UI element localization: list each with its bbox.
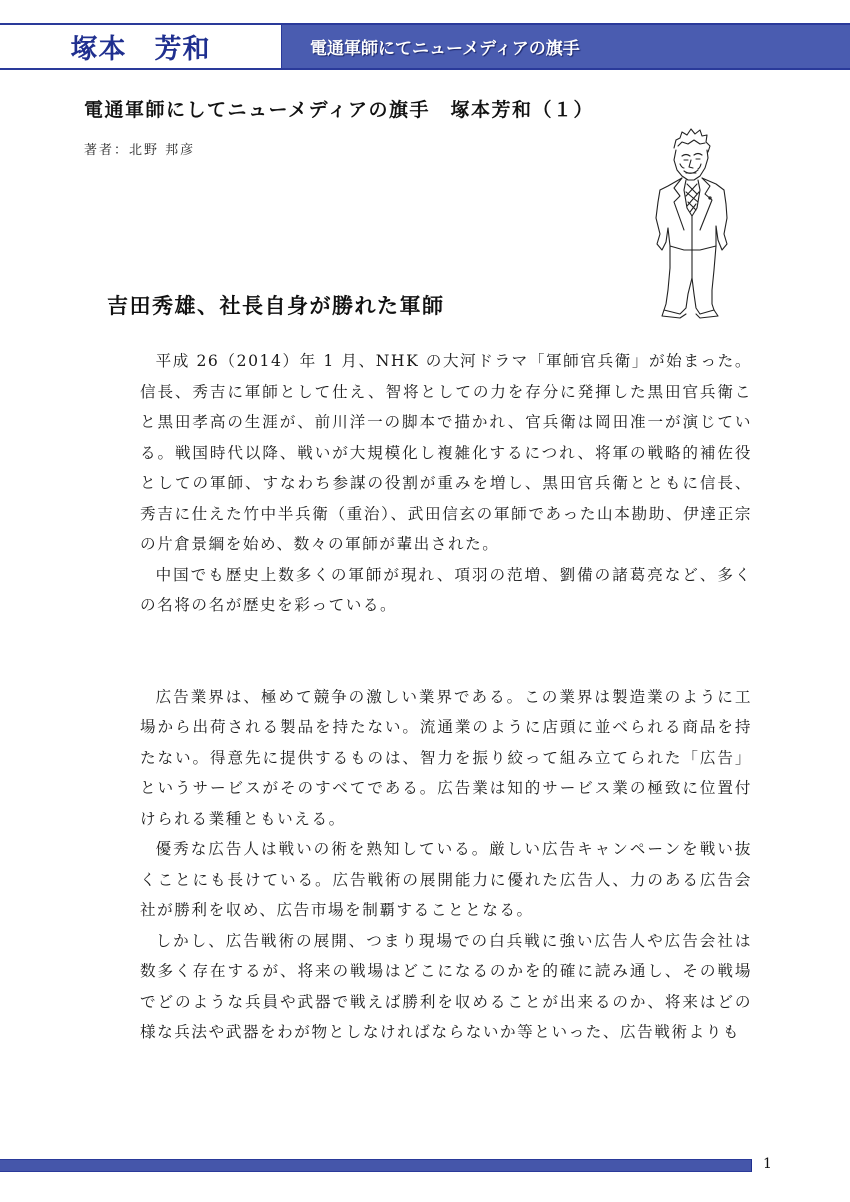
header-name-text: 塚本 芳和 [70, 34, 211, 65]
paragraph: 優秀な広告人は戦いの術を熟知している。厳しい広告キャンペーンを戦い抜くことにも長けている。広告戦術の展開能力に優れた広告人、力のある広告会社が勝利を収め、広告市場を制覇することとなる。 [140, 840, 752, 919]
page-header [0, 23, 850, 70]
section-heading: 吉田秀雄、社長自身が勝れた軍師 [107, 293, 445, 318]
article-author: 著者：北野 邦彦 [84, 143, 196, 158]
article-body [140, 346, 752, 1048]
caricature-illustration [640, 118, 740, 323]
paragraph: 中国でも歴史上数多くの軍師が現れ、項羽の范増、劉備の諸葛亮など、多くの名将の名が歴史を彩っている。 [140, 565, 752, 614]
footer-bar [0, 1159, 752, 1172]
header-subject-banner [281, 25, 850, 68]
page-number: 1 [763, 1156, 772, 1172]
article-title: 電通軍師にしてニューメディアの旗手 塚本芳和（１） [84, 99, 595, 121]
paragraph: 平成 26（2014）年 1 月、NHK の大河ドラマ「軍師官兵衛」が始まった。信長、秀吉に軍師として仕え、智将としての力を存分に発揮した黒田官兵衛こと黒田孝高の生涯が、前川洋一の脚本で描かれ、官兵衛は岡田准一が演じている。戦国時代以降、戦いが大規模化し複雑化するにつれ、将軍の戦略的補佐役としての軍師、すなわち参謀の役割が重みを増し、黒田官兵衛とともに信長、秀吉に仕えた竹中半兵衛（重治）、武田信玄の軍師であった山本勘助、伊達正宗の片倉景綱を始め、数々の軍師が輩出された。 [140, 352, 752, 553]
header-subject-text: 電通軍師にてニューメディアの旗手 [310, 39, 580, 59]
paragraph: 広告業界は、極めて競争の激しい業界である。この業界は製造業のように工場から出荷される製品を持たない。流通業のように店頭に並べられる商品を持たない。得意先に提供するものは、智力を振り絞って組み立てられた「広告」というサービスがそのすべてである。広告業は知的サービス業の極致に位置付けられる業種ともいえる。 [140, 687, 752, 828]
paragraph: しかし、広告戦術の展開、つまり現場での白兵戦に強い広告人や広告会社は数多く存在するが、将来の戦場はどこになるのかを的確に読み通し、その戦場でどのような兵員や武器で戦えば勝利を収めることが出来るのか、将来はどの様な兵法や武器をわが物としなければならないか等といった、広告戦術よりも [140, 931, 752, 1041]
header-person-name [0, 25, 281, 68]
paragraph-spacer [140, 621, 752, 682]
